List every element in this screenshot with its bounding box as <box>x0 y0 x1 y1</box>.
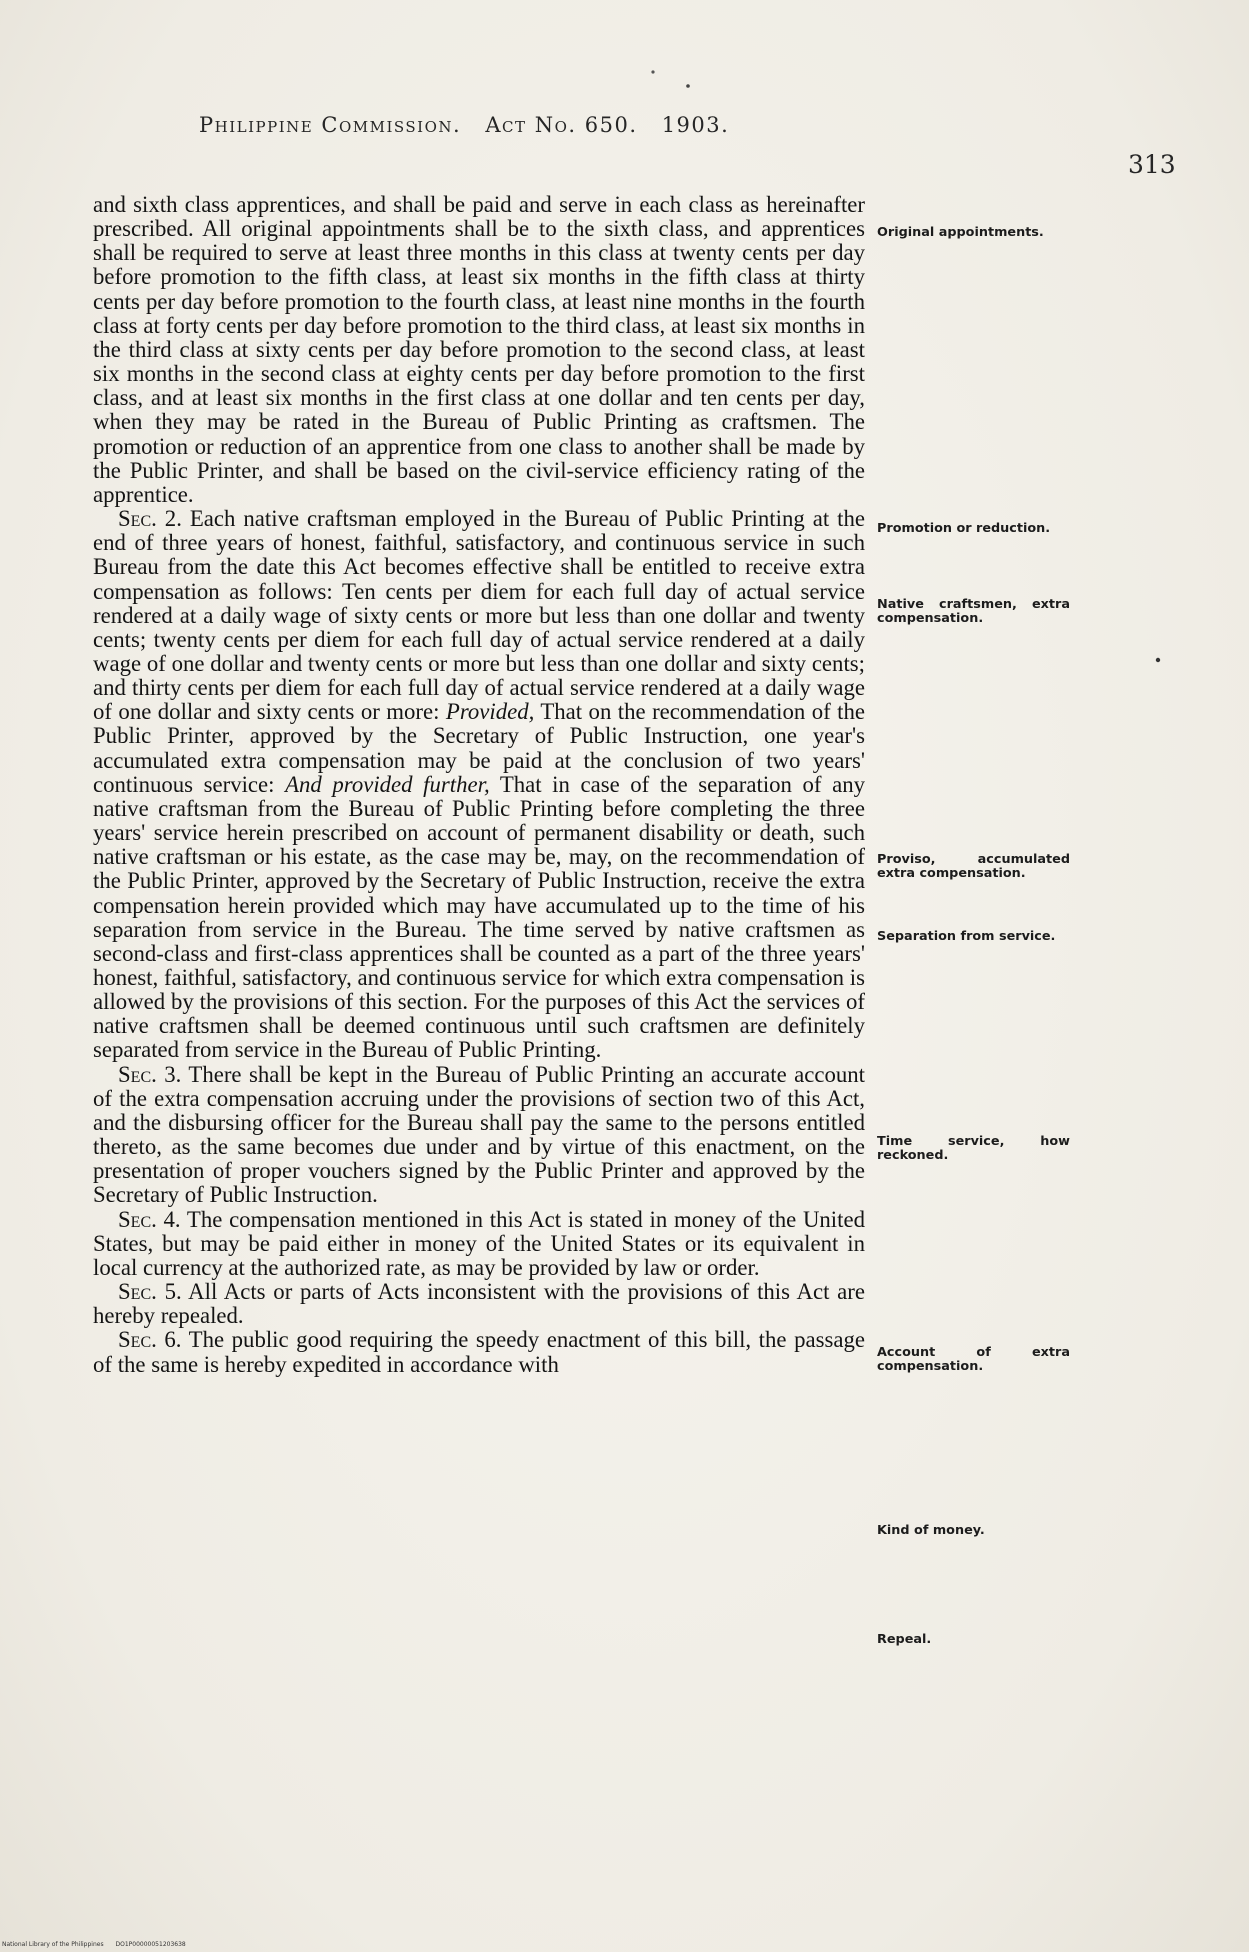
section-2-text: Each native craftsman employed in the Bureau of Public Printing at the end of three years of honest, faithful, satisfactory, and continuous service in such Bureau from the date this Act becomes effective shall be entitled to receive extra compensation as follows: Ten cents per diem for each full day of actual service rendered at a daily wage of sixty cents or more but less than one dollar and twenty cents; twenty cents per diem for each full day of actual service rendered at a daily wage of one dollar and twenty cents or more but less than one dollar and sixty cents; and thirty cents per diem for each full day of actual service rendered at a daily wage of one dollar and sixty cents or more: <box>93 506 865 725</box>
section-label: Sec. 5. <box>118 1279 182 1305</box>
margin-note-account: Account of extra compensation. <box>877 1345 1070 1374</box>
footer-code: DO1P00000051203638 <box>115 1941 186 1948</box>
running-header <box>199 113 779 137</box>
section-label: Sec. 3. <box>118 1061 182 1087</box>
section-3-text: There shall be kept in the Bureau of Public Printing an accurate account of the extra compensation accruing under the provisions of section two of this Act, and the disbursing officer for the Bureau shall pay the same to the persons entitled thereto, as the same becomes due under and by virtue of this enactment, on the presentation of proper vouchers signed by the Public Printer and approved by the Secretary of Public Instruction. <box>93 1061 866 1208</box>
margin-note-kind-of-money: Kind of money. <box>877 1523 985 1538</box>
margin-note-original-appointments: Original appointments. <box>877 225 1044 240</box>
margin-note-native-craftsmen: Native craftsmen, extra compensation. <box>877 597 1070 626</box>
margin-note-promotion: Promotion or reduction. <box>877 521 1051 536</box>
paragraph-continuation: and sixth class apprentices, and shall be paid and serve in each class as hereinafter prescribed. All original appointments shall be to the sixth class, and apprentices shall be required to serve at least three months in this class at twenty cents per day before promotion to the fifth class, at least six months in the fifth class at thirty cents per day before promotion to the fourth class, at least nine months in the fourth class at forty cents per day before promotion to the third class, at least six months in the third class at sixty cents per day before promotion to the second class, at least six months in the second class at eighty cents per day before promotion to the first class, and at least six months in the first class at one dollar and ten cents per day, when they may be rated in the Bureau of Public Printing as craftsmen. The promotion or reduction of an apprentice from one class to another shall be made by the Public Printer, and shall be based on the civil-service efficiency rating of the apprentice. <box>93 192 865 507</box>
margin-note-repeal: Repeal. <box>877 1632 932 1647</box>
body-text <box>93 193 865 1377</box>
proviso-label: Provided, <box>445 699 535 725</box>
header-act: Act No. 650. <box>485 113 638 137</box>
margin-note-separation: Separation from service. <box>877 929 1056 944</box>
header-title: Philippine Commission. <box>199 113 462 137</box>
section-4 <box>93 1208 865 1280</box>
margin-note-proviso: Proviso, accumulated extra compensation. <box>877 852 1070 881</box>
section-4-text: The compensation mentioned in this Act is stated in money of the United States, but may be paid either in money of the United States or its equivalent in local currency at the authorized rate, as may be provided by law or order. <box>93 1206 865 1280</box>
section-6-text: The public good requiring the speedy enactment of this bill, the passage of the same is hereby expedited in accordance with <box>93 1327 865 1377</box>
scan-footer <box>2 1941 196 1948</box>
section-2-proviso-text: That on the recommendation of the Public Printer, approved by the Secretary of Public Instruction, one year's accumulated extra compensation may be paid at the conclusion of two years' continuous service: <box>93 699 866 797</box>
section-6 <box>93 1328 865 1376</box>
header-year: 1903. <box>661 113 730 137</box>
section-5-text: All Acts or parts of Acts inconsistent with the provisions of this Act are hereby repealed. <box>93 1279 865 1329</box>
proviso-further-label: And provided further, <box>285 771 490 797</box>
section-label: Sec. 2. <box>118 506 182 532</box>
footer-library: National Library of the Philippines <box>2 1941 104 1948</box>
page-number: 313 <box>1128 150 1176 179</box>
section-2 <box>93 507 865 1063</box>
section-2-separation-text: That in case of the separation of any native craftsman from the Bureau of Public Printing before completing the three years' service herein prescribed on account of permanent disability or death, such native craftsman or his estate, as the case may be, may, on the recommendation of the Public Printer, approved by the Secretary of Public Instruction, receive the extra compensation herein provided which may have accumulated up to the time of his separation from service in the Bureau. The time served by native craftsmen as second-class and first-class apprentices shall be counted as a part of the three years' honest, faithful, satisfactory, and continuous service for which extra compensation is allowed by the provisions of this section. For the purposes of this Act the services of native craftsmen shall be deemed continuous until such craftsmen are definitely separated from service in the Bureau of Public Printing. <box>93 771 865 1063</box>
margin-note-time-service: Time service, how reckoned. <box>877 1134 1070 1163</box>
section-label: Sec. 4. <box>118 1206 181 1232</box>
section-3 <box>93 1063 865 1208</box>
section-5 <box>93 1280 865 1328</box>
section-label: Sec. 6. <box>118 1327 182 1353</box>
